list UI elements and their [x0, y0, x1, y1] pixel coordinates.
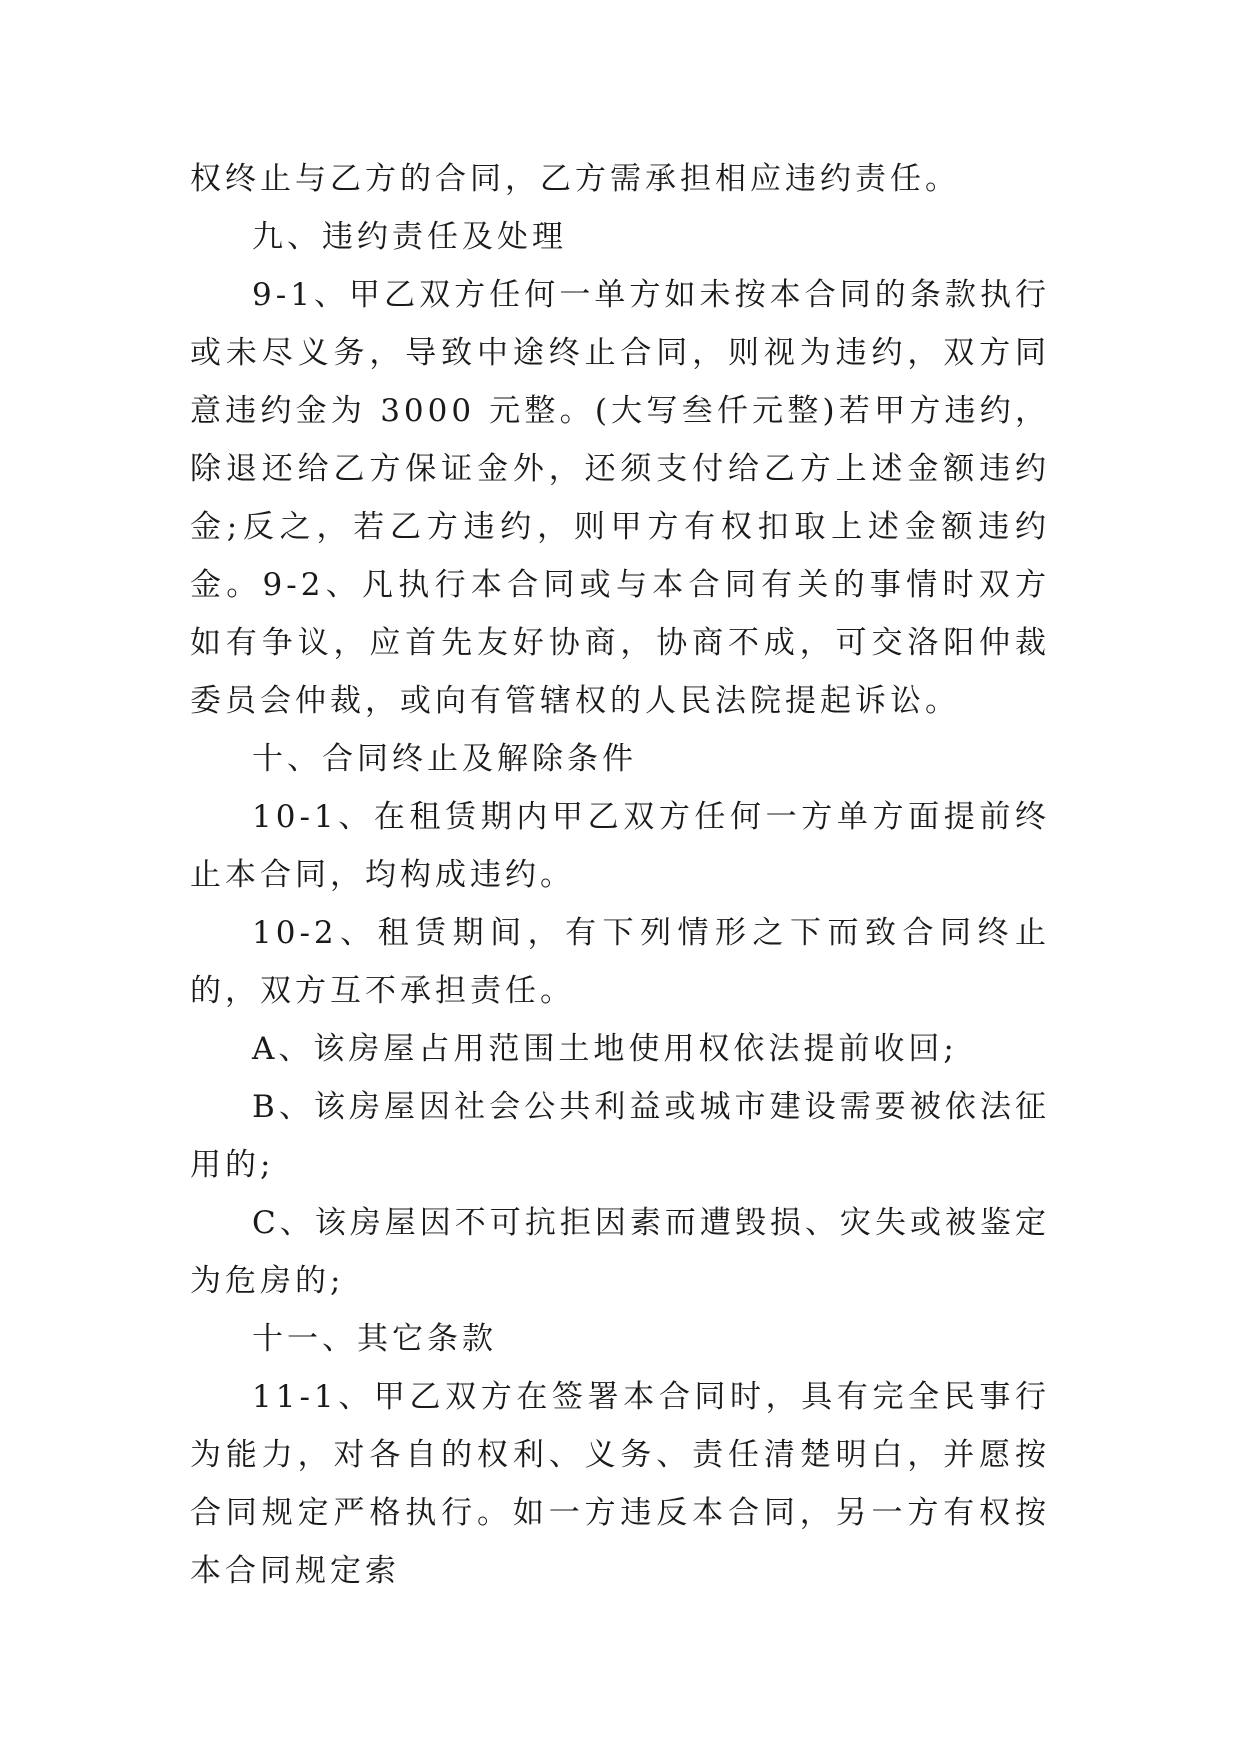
clause-item-c: C、该房屋因不可抗拒因素而遭毁损、灾失或被鉴定为危房的; [190, 1205, 1050, 1299]
document-body [190, 150, 1050, 1600]
clause-9-1: 9-1、甲乙双方任何一单方如未按本合同的条款执行或未尽义务，导致中途终止合同，则视为违约，双方同意违约金为 3000 元整。(大写叁仟元整)若甲方违约，除退还给乙方保证金外，还须支付给乙方上述金额违约金;反之，若乙方违约，则甲方有权扣取上述金额违约金。9-2、凡执行本合同或与本合同有关的事情时双方如有争议，应首先友好协商，协商不成，可交洛阳仲裁委员会仲裁，或向有管辖权的人民法院提起诉讼。 [190, 277, 1050, 719]
clause-10-1: 10-1、在租赁期内甲乙双方任何一方单方面提前终止本合同，均构成违约。 [190, 799, 1050, 893]
clause-10-2: 10-2、租赁期间，有下列情形之下而致合同终止的，双方互不承担责任。 [190, 915, 1050, 1009]
section-heading-11: 十一、其它条款 [252, 1321, 497, 1357]
clause-11-1: 11-1、甲乙双方在签署本合同时，具有完全民事行为能力，对各自的权利、义务、责任清楚明白，并愿按合同规定严格执行。如一方违反本合同，另一方有权按本合同规定索 [190, 1379, 1050, 1589]
clause-item-a: A、该房屋占用范围土地使用权依法提前收回; [252, 1031, 958, 1067]
section-heading-9: 九、违约责任及处理 [252, 219, 567, 255]
clause-item-b: B、该房屋因社会公共利益或城市建设需要被依法征用的; [190, 1089, 1050, 1183]
paragraph-continuation: 权终止与乙方的合同，乙方需承担相应违约责任。 [190, 161, 960, 197]
section-heading-10: 十、合同终止及解除条件 [252, 741, 637, 777]
